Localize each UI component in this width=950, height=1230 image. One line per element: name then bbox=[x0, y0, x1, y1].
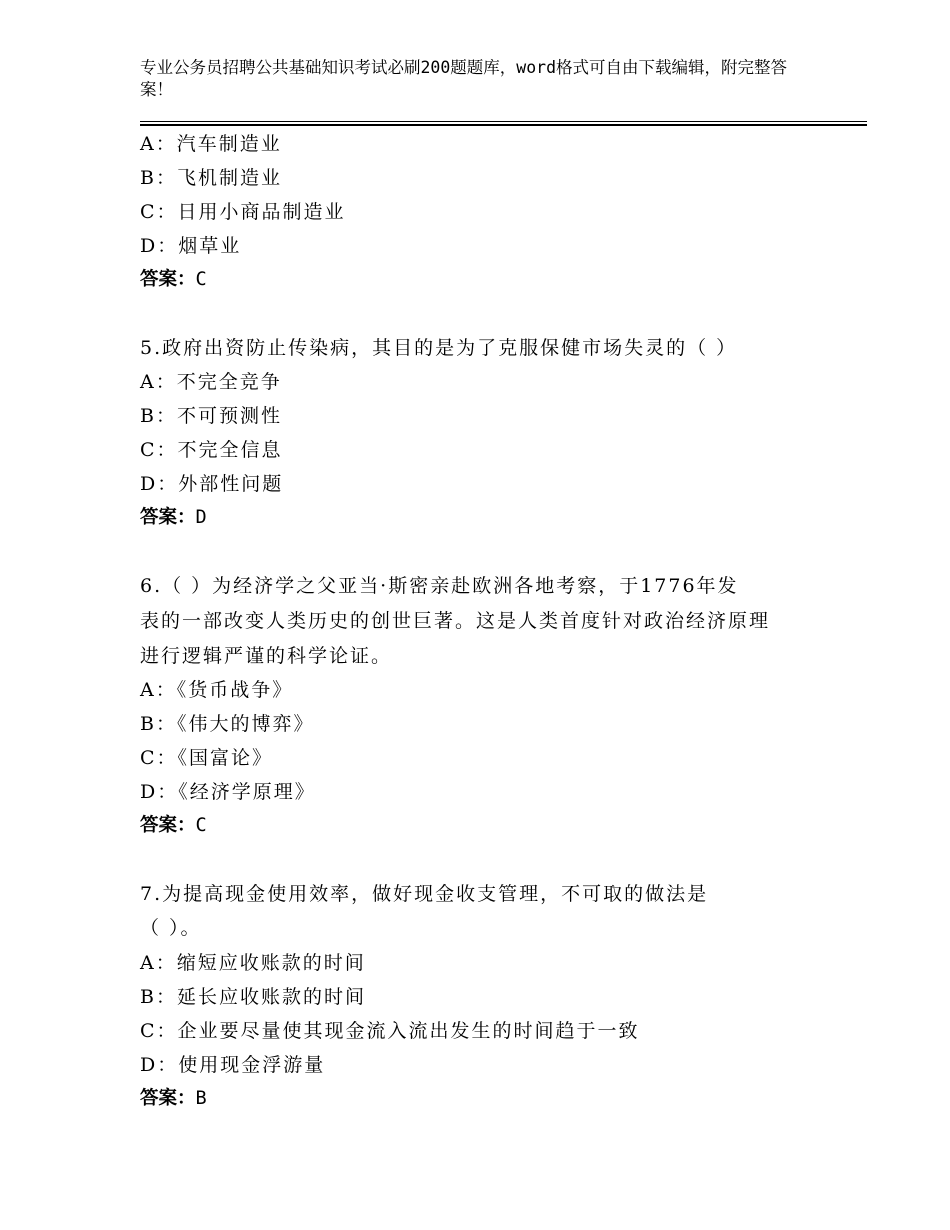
option-a: A：不完全竞争 bbox=[140, 371, 282, 393]
option-b: B：延长应收账款的时间 bbox=[140, 986, 366, 1008]
option-d: D：烟草业 bbox=[140, 235, 242, 257]
answer-label: 答案： bbox=[140, 507, 196, 528]
page-header: 专业公务员招聘公共基础知识考试必刷200题题库，word格式可自由下载编辑，附完整答案！ bbox=[140, 58, 788, 99]
option-a: A：汽车制造业 bbox=[140, 133, 282, 155]
question-text: 7.为提高现金使用效率，做好现金收支管理，不可取的做法是 bbox=[140, 883, 709, 905]
answer-value: D bbox=[195, 507, 207, 528]
answer bbox=[140, 1082, 207, 1116]
answer-value: B bbox=[195, 1088, 207, 1109]
answer bbox=[140, 501, 207, 535]
answer bbox=[140, 809, 207, 843]
option-b: B：飞机制造业 bbox=[140, 167, 282, 189]
header-rule-thick bbox=[140, 124, 867, 126]
option-a: A：缩短应收账款的时间 bbox=[140, 952, 366, 974]
answer-label: 答案： bbox=[140, 815, 196, 836]
question-text: （ ）。 bbox=[140, 917, 202, 939]
question-text: 5.政府出资防止传染病，其目的是为了克服保健市场失灵的（ ） bbox=[140, 337, 738, 359]
option-c: C：《国富论》 bbox=[140, 747, 274, 769]
answer bbox=[140, 263, 207, 297]
header-rule-thin bbox=[140, 121, 867, 122]
option-c: C：不完全信息 bbox=[140, 439, 283, 461]
question-text: 进行逻辑严谨的科学论证。 bbox=[140, 645, 393, 667]
option-a: A：《货币战争》 bbox=[140, 679, 294, 701]
option-d: D：外部性问题 bbox=[140, 473, 284, 495]
answer-value: C bbox=[195, 815, 207, 836]
answer-label: 答案： bbox=[140, 1088, 196, 1109]
answer-value: C bbox=[195, 269, 207, 290]
option-b: B：不可预测性 bbox=[140, 405, 282, 427]
option-d: D：使用现金浮游量 bbox=[140, 1054, 326, 1076]
option-b: B：《伟大的博弈》 bbox=[140, 713, 315, 735]
question-text: 表的一部改变人类历史的创世巨著。这是人类首度针对政治经济原理 bbox=[140, 610, 771, 632]
option-c: C：企业要尽量使其现金流入流出发生的时间趋于一致 bbox=[140, 1020, 640, 1042]
option-d: D：《经济学原理》 bbox=[140, 781, 316, 803]
answer-label: 答案： bbox=[140, 269, 196, 290]
option-c: C：日用小商品制造业 bbox=[140, 201, 346, 223]
question-text: 6.（ ）为经济学之父亚当·斯密亲赴欧洲各地考察，于1776年发 bbox=[140, 575, 739, 597]
